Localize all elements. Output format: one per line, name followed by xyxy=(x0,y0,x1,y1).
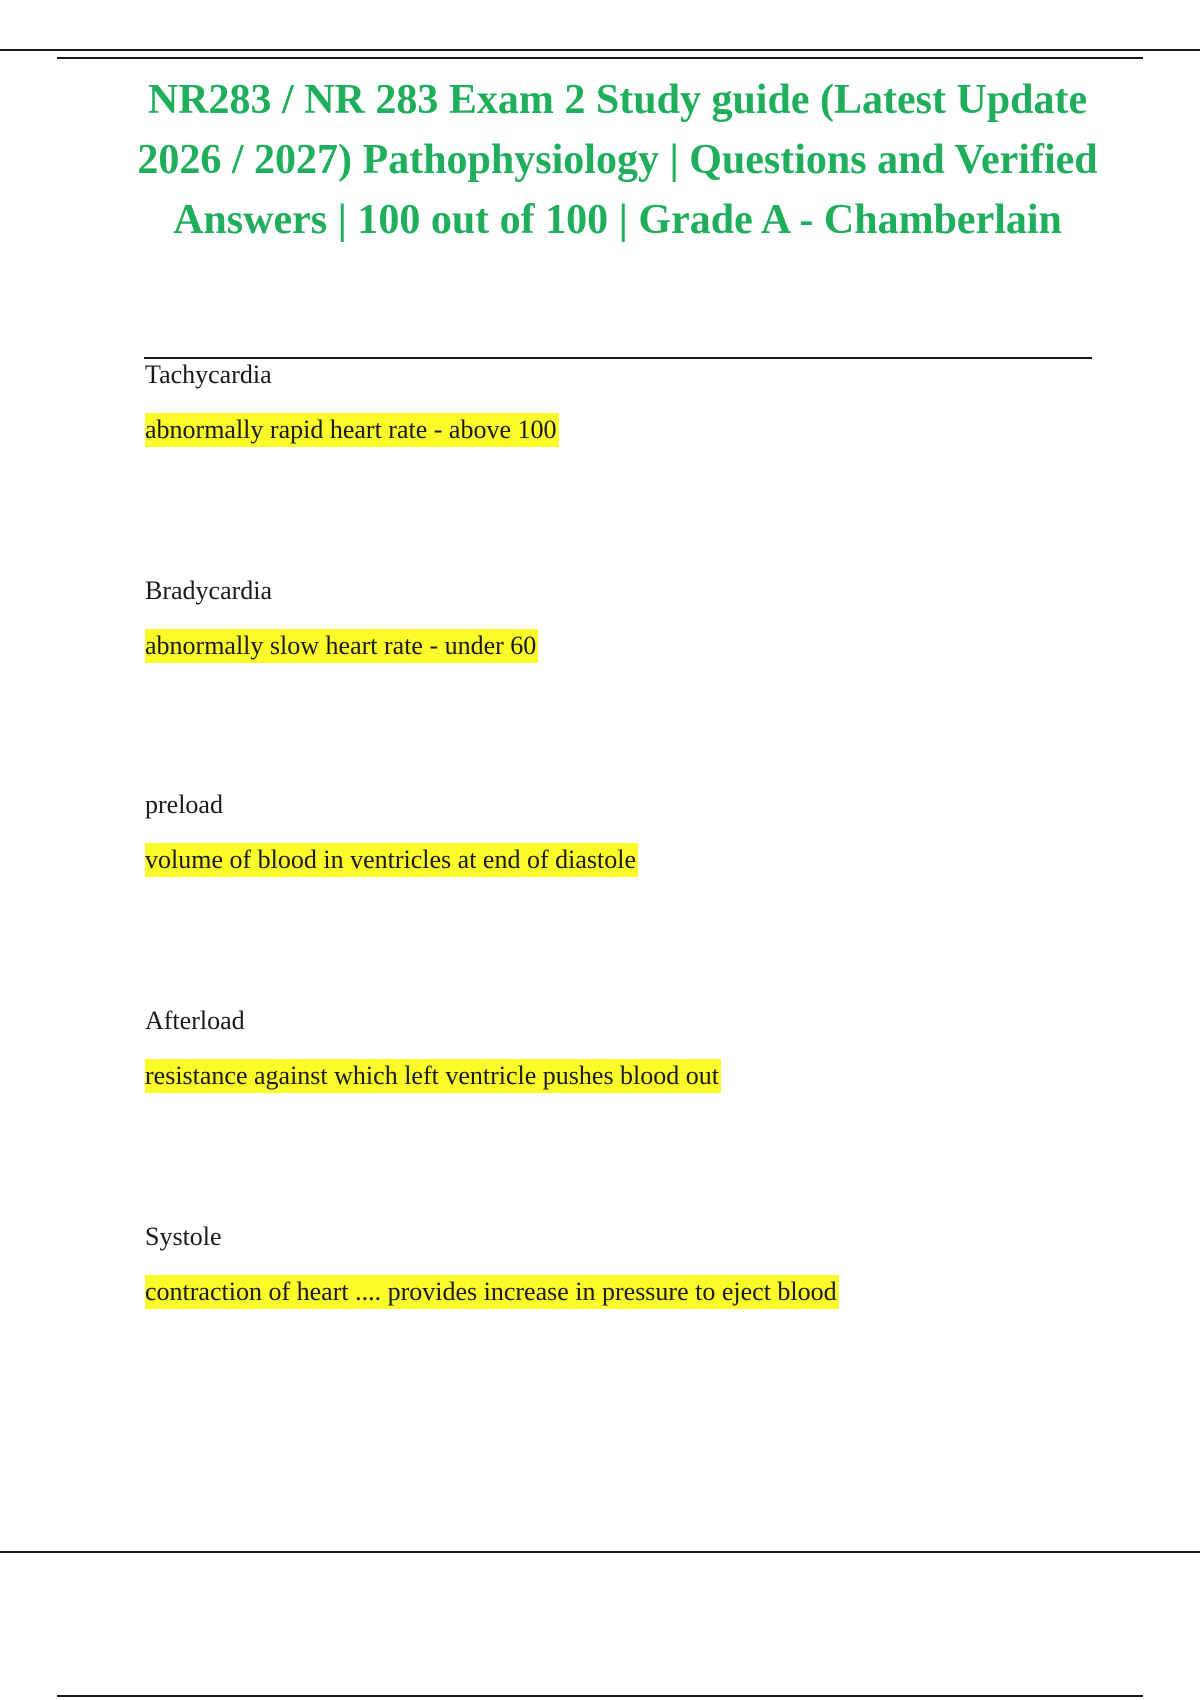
definition-text: volume of blood in ventricles at end of diastole xyxy=(145,843,638,877)
flashcard-entry xyxy=(145,358,1095,447)
definition-text: abnormally rapid heart rate - above 100 xyxy=(145,413,559,447)
flashcard-entry xyxy=(145,574,1095,663)
document-title: NR283 / NR 283 Exam 2 Study guide (Latest Update 2026 / 2027) Pathophysiology | Questions and Verified Answers | 100 out of 100 | Grade A - Chamberlain xyxy=(137,77,1098,243)
flashcard-entry xyxy=(145,1220,1095,1309)
page-top-rule xyxy=(0,49,1200,51)
definition-text: abnormally slow heart rate - under 60 xyxy=(145,629,538,663)
flashcard-entry xyxy=(145,788,1095,877)
flashcard-entry xyxy=(145,1004,1095,1093)
term-label: Tachycardia xyxy=(145,360,272,389)
header-rule xyxy=(57,57,1143,59)
term-label: Bradycardia xyxy=(145,576,273,605)
definition-text: contraction of heart .... provides increase in pressure to eject blood xyxy=(145,1275,839,1309)
term-label: preload xyxy=(145,790,223,819)
term-label: Afterload xyxy=(145,1006,245,1035)
term-label: Systole xyxy=(145,1222,222,1251)
footer-rule xyxy=(57,1695,1143,1697)
definition-text: resistance against which left ventricle pushes blood out xyxy=(145,1059,721,1093)
page-bottom-rule xyxy=(0,1551,1200,1553)
